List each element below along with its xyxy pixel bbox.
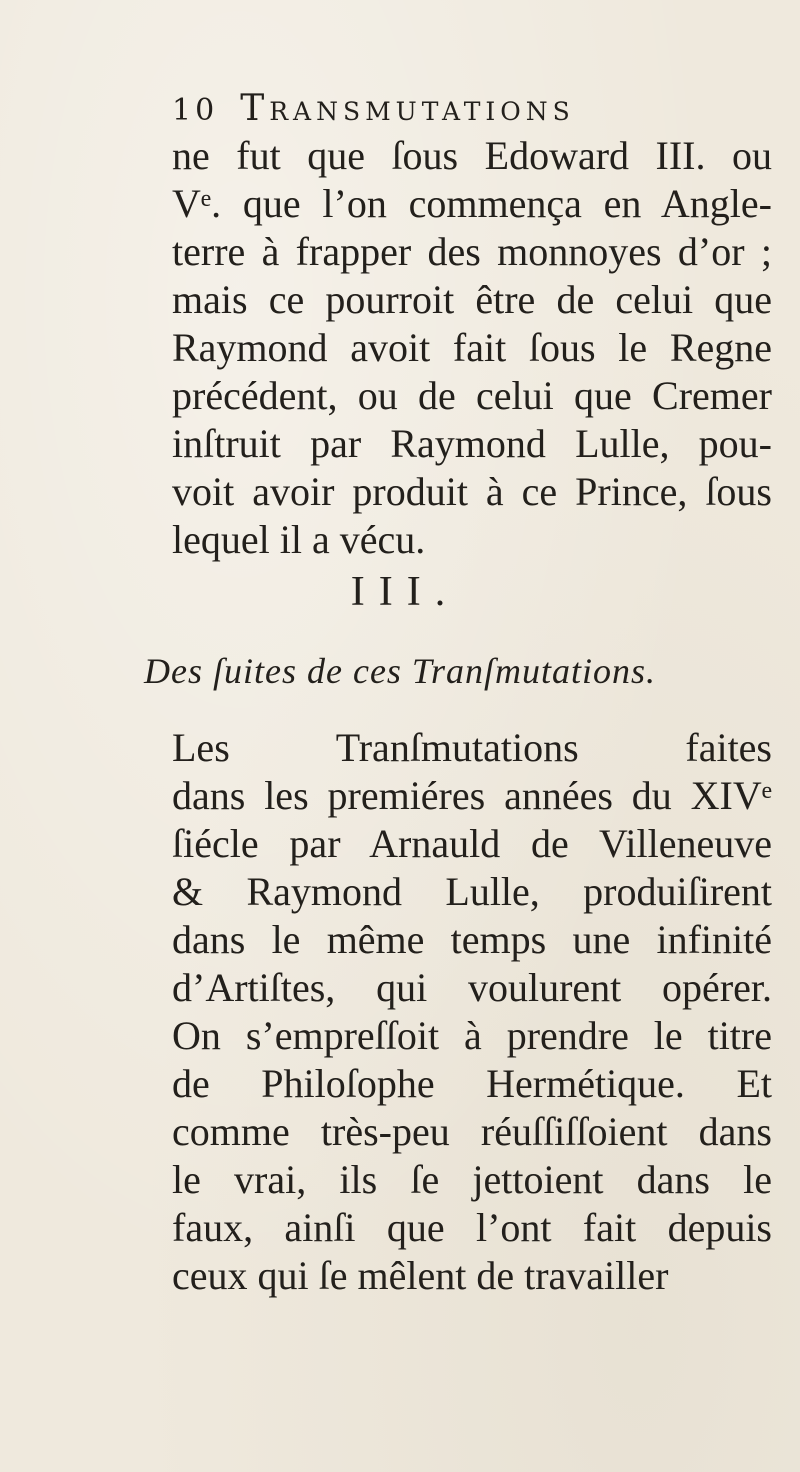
text-line: On s’empreſſoit à prendre le titre: [172, 1013, 772, 1058]
text-line: voit avoir produit à ce Prince, ſous: [172, 469, 772, 514]
text-line: Les Tranſmutations faites: [172, 725, 772, 770]
text-line: faux, ainſi que l’ont fait depuis: [172, 1205, 772, 1250]
text-line: précédent, ou de celui que Cremer: [172, 373, 772, 418]
paragraph-1: [172, 132, 772, 564]
text-line: comme très-peu réuſſiſſoient dans: [172, 1109, 772, 1154]
text-line: lequel il a vécu.: [172, 517, 426, 562]
text-line: inſtruit par Raymond Lulle, pou-: [172, 421, 772, 466]
text-line: ſiécle par Arnauld de Villeneuve: [172, 821, 772, 866]
text-line: de Philoſophe Hermétique. Et: [172, 1061, 772, 1106]
running-title: Transmutations: [240, 88, 575, 129]
text-line: dans les premiéres années du XIVᵉ: [172, 773, 772, 818]
text-line: dans le même temps une infinité: [172, 917, 772, 962]
paragraph-2: [172, 724, 772, 1300]
text-line: ne fut que ſous Edoward III. ou: [172, 133, 772, 178]
text-line: d’Artiſtes, qui voulurent opérer.: [172, 965, 772, 1010]
text-line: terre à frapper des monnoyes d’or ;: [172, 229, 772, 274]
text-line: & Raymond Lulle, produiſirent: [172, 869, 772, 914]
section-number: III.: [350, 569, 460, 615]
text-line: Raymond avoit fait ſous le Regne: [172, 325, 772, 370]
text-line: ceux qui ſe mêlent de travailler: [172, 1253, 669, 1298]
page-header: [172, 88, 732, 128]
text-line: mais ce pourroit être de celui que: [172, 277, 772, 322]
text-line: Vᵉ. que l’on commença en Angle-: [172, 181, 772, 226]
text-line: le vrai, ils ſe jettoient dans le: [172, 1157, 772, 1202]
section-heading: Des ſuites de ces Tranſmutations.: [144, 651, 656, 691]
page-number: 10: [172, 93, 219, 128]
